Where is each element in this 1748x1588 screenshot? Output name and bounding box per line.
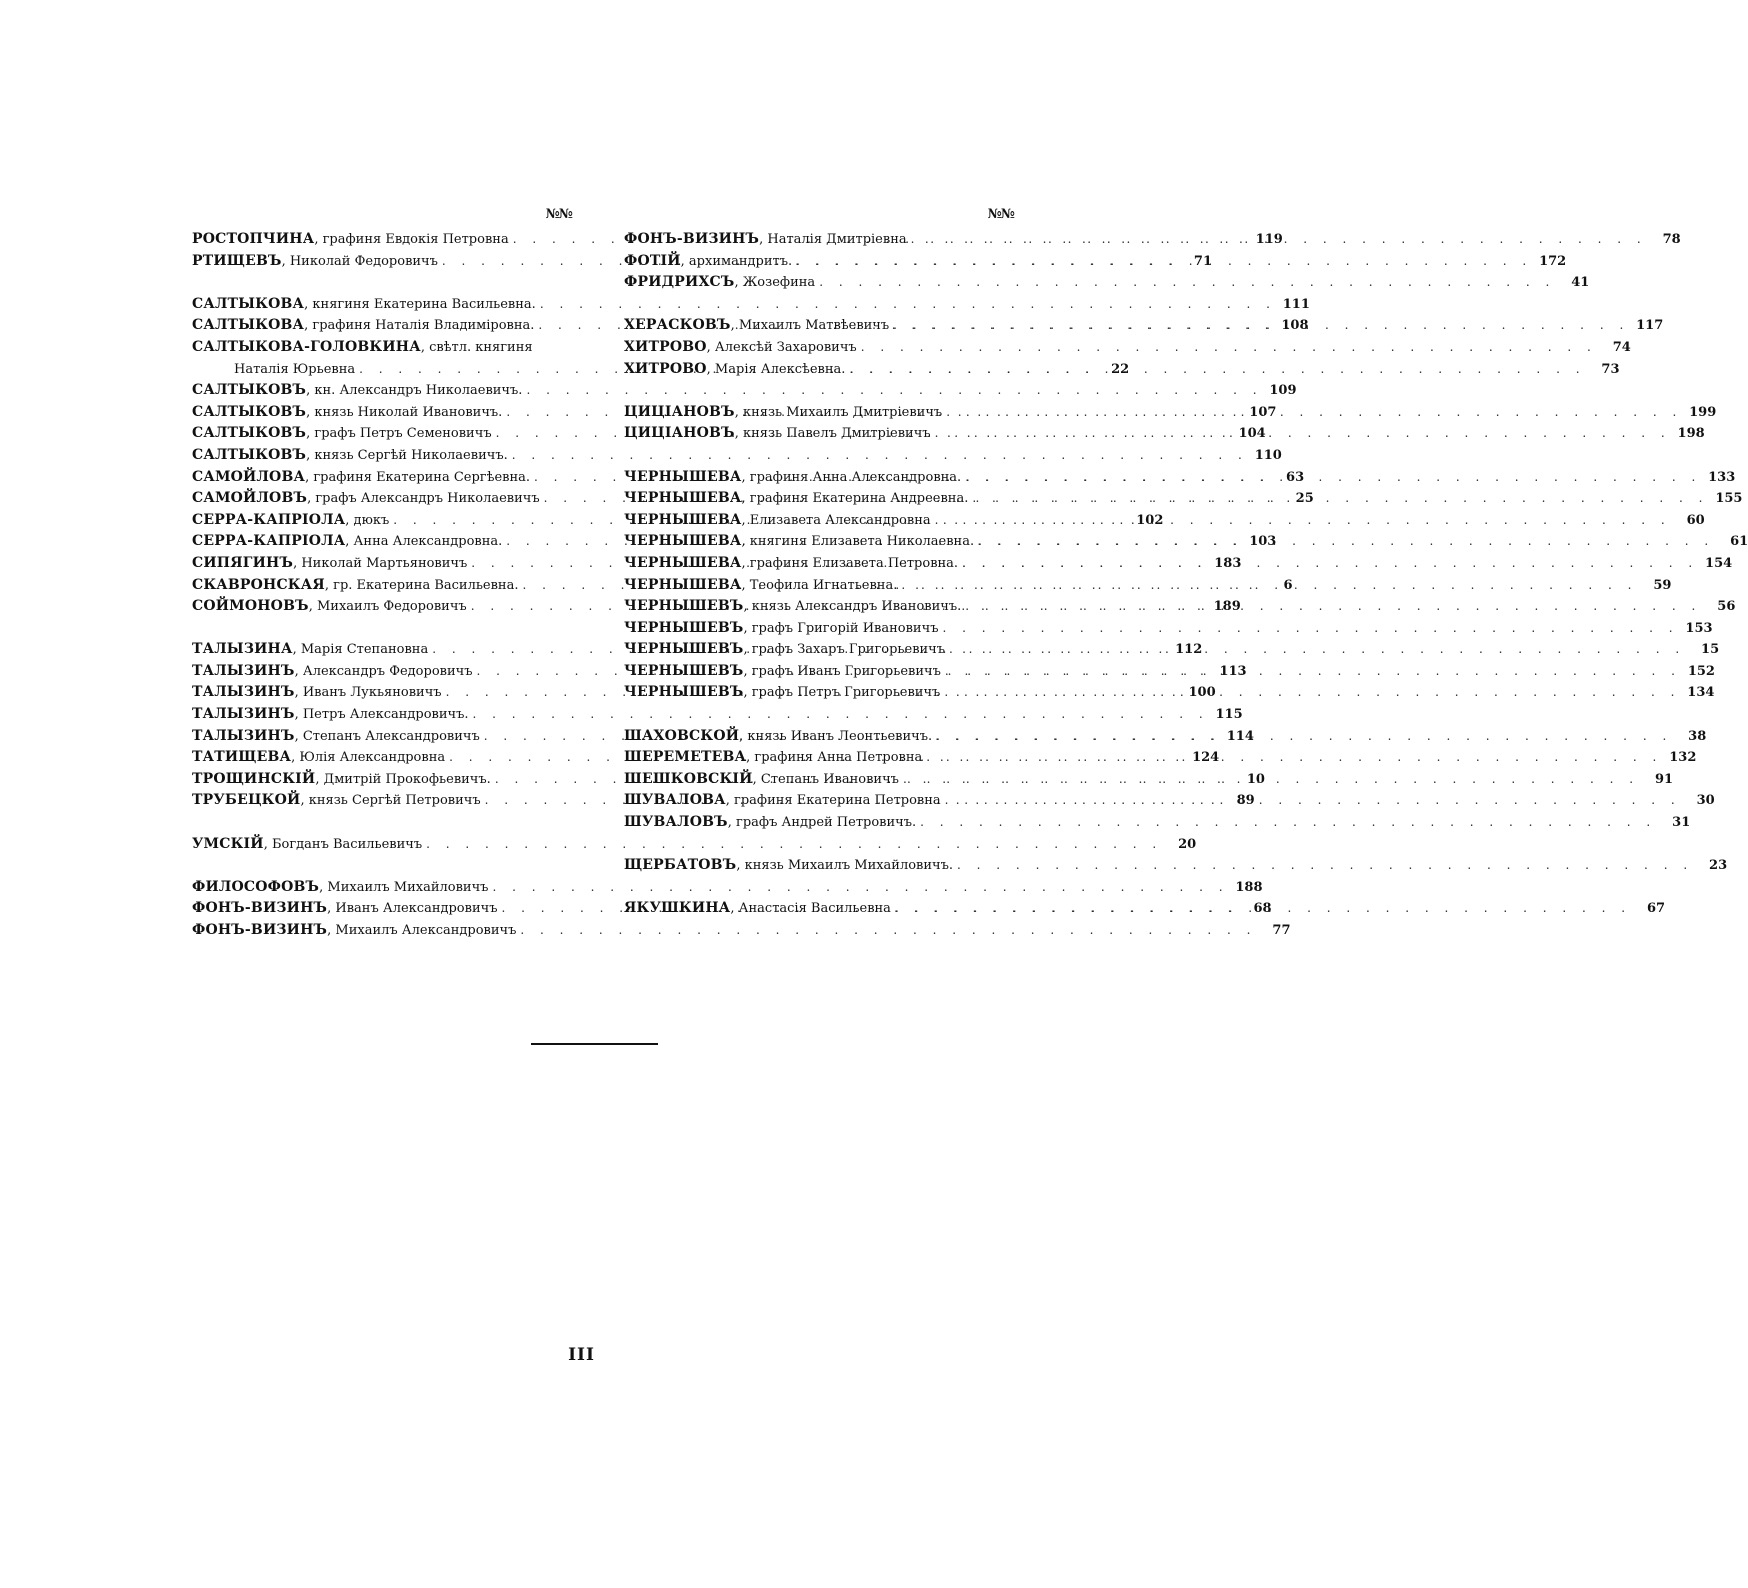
entry-description: , князь Николай Ивановичъ. bbox=[306, 404, 503, 420]
entry-name: САЛТЫКОВЪ bbox=[192, 403, 307, 420]
entry-number: 113 bbox=[1219, 663, 1247, 679]
entry-description: , князь Михаилъ Дмитріевичъ bbox=[734, 404, 943, 420]
entry-description: , князь Александръ Ивановичъ. bbox=[743, 599, 962, 615]
section-gap bbox=[624, 380, 1016, 402]
entry-name: РОСТОПЧИНА bbox=[192, 231, 315, 247]
entry-description: , Михаилъ Михайловичъ bbox=[319, 879, 489, 895]
entry-description: , графиня Евдокія Петровна bbox=[314, 232, 509, 247]
entry-number: 67 bbox=[1646, 901, 1666, 917]
entry-name: САЛТЫКОВЪ bbox=[192, 425, 307, 442]
entry-description: , Иванъ Александровичъ bbox=[327, 901, 498, 917]
entry-description: , графъ Григорій Ивановичъ bbox=[743, 620, 939, 636]
entry-number: 31 bbox=[1672, 815, 1691, 831]
entry-description: Наталія Юрьевна bbox=[234, 361, 356, 377]
entry-description: , графиня Анна Александровна. bbox=[741, 469, 962, 485]
entry-name: ФОНЪ-ВИЗИНЪ bbox=[624, 231, 760, 247]
entry-number: 198 bbox=[1677, 426, 1705, 442]
entry-name: САЛТЫКОВА-ГОЛОВКИНА bbox=[192, 338, 421, 355]
entry-description: , Анастасія Васильевна bbox=[730, 901, 891, 917]
entry-name: САЛТЫКОВЪ bbox=[192, 446, 307, 463]
entry-number: 63 bbox=[1286, 469, 1305, 485]
entry-description: , князь Михаилъ Михайловичъ. bbox=[736, 858, 954, 874]
entry-description: , графъ Иванъ Григорьевичъ bbox=[743, 663, 941, 679]
index-entry bbox=[624, 855, 1728, 877]
entry-number: 23 bbox=[1709, 858, 1728, 874]
entry-name: ТАЛЫЗИНЪ bbox=[192, 662, 295, 679]
entry-description: , князь Иванъ Леонтьевичъ. bbox=[739, 728, 933, 744]
leader-dots bbox=[974, 531, 1714, 553]
section-gap bbox=[624, 877, 1016, 899]
entry-description: , княгиня Елизавета Николаевна. bbox=[741, 534, 975, 550]
entry-number: 103 bbox=[1249, 534, 1277, 550]
index-entry bbox=[192, 294, 1310, 316]
entry-number: 132 bbox=[1669, 750, 1697, 766]
entry-name: ФОТІЙ bbox=[624, 252, 681, 269]
entry-name: САМОЙЛОВЪ bbox=[192, 490, 308, 507]
leader-dots bbox=[941, 790, 1681, 812]
entry-name: САЛТЫКОВА bbox=[192, 317, 305, 334]
leader-dots bbox=[958, 553, 1698, 575]
entry-name: ХИТРОВО bbox=[624, 360, 707, 377]
entry-name: ЩЕРБАТОВЪ bbox=[624, 857, 737, 874]
index-entry bbox=[192, 834, 1197, 856]
entry-description: , князь Сергѣй Николаевичъ. bbox=[306, 447, 508, 463]
entry-description: , Юлія Александровна bbox=[291, 750, 446, 766]
entry-name: ФОНЪ-ВИЗИНЪ bbox=[192, 922, 328, 938]
section-gap bbox=[192, 618, 582, 640]
entry-name: СКАВРОНСКАЯ bbox=[192, 576, 325, 593]
entry-number: 115 bbox=[1215, 707, 1243, 723]
number-header-left: №№ bbox=[545, 207, 572, 222]
section-gap bbox=[192, 855, 582, 877]
entry-name: ТАЛЫЗИНЪ bbox=[192, 684, 295, 701]
entry-description: , графиня Екатерина Андреевна. bbox=[741, 491, 969, 507]
entry-description: , Михаилъ Федоровичъ bbox=[308, 599, 467, 615]
leader-dots bbox=[899, 769, 1639, 791]
entry-name: ЦИЦІАНОВЪ bbox=[624, 425, 735, 442]
entry-name: ЧЕРНЫШЕВА bbox=[624, 576, 742, 593]
entry-name: ШЕРЕМЕТЕВА bbox=[624, 749, 747, 766]
leader-dots bbox=[961, 596, 1701, 618]
entry-name: РТИЩЕВЪ bbox=[192, 252, 282, 269]
entry-name: ЧЕРНЫШЕВА bbox=[624, 554, 742, 571]
entry-number: 110 bbox=[1254, 447, 1282, 463]
entry-number: 154 bbox=[1705, 555, 1733, 571]
entry-description: , графиня Наталія Владиміровна. bbox=[304, 318, 535, 334]
leader-dots bbox=[897, 575, 1637, 597]
entry-number: 61 bbox=[1730, 534, 1748, 550]
entry-number: 133 bbox=[1708, 469, 1736, 485]
entry-name: УМСКІЙ bbox=[192, 835, 264, 852]
entry-number: 119 bbox=[1255, 232, 1283, 247]
entry-name: ШАХОВСКОЙ bbox=[624, 727, 740, 744]
entry-number: 10 bbox=[1246, 771, 1265, 787]
entry-description: , князь Павелъ Дмитріевичъ bbox=[734, 426, 931, 442]
entry-number: 20 bbox=[1178, 836, 1197, 852]
entry-number: 25 bbox=[1295, 491, 1314, 507]
entry-number: 112 bbox=[1175, 642, 1203, 658]
entry-number: 60 bbox=[1686, 512, 1705, 528]
entry-description: , графъ Андрей Петровичъ. bbox=[727, 815, 917, 831]
entry-name: ШЕШКОВСКІЙ bbox=[624, 770, 753, 787]
leader-dots bbox=[945, 639, 1685, 661]
entry-name: ФОНЪ-ВИЗИНЪ bbox=[192, 900, 328, 917]
entry-name: ТРУБЕЦКОЙ bbox=[192, 792, 301, 809]
section-gap bbox=[624, 834, 1016, 856]
entry-description: , Александръ Федоровичъ bbox=[294, 663, 473, 679]
entry-description: , кн. Александръ Николаевичъ. bbox=[306, 383, 523, 399]
entry-description: , гр. Екатерина Васильевна. bbox=[324, 577, 519, 593]
entry-number: 189 bbox=[1213, 599, 1241, 615]
entry-description: , Елизавета Александровна bbox=[741, 512, 931, 528]
entry-number: 114 bbox=[1226, 728, 1254, 744]
entry-description: , графиня Екатерина Сергѣевна. bbox=[305, 469, 531, 485]
leader-dots bbox=[932, 726, 1672, 748]
entry-number: 30 bbox=[1696, 793, 1715, 809]
leader-dots bbox=[961, 467, 1701, 489]
entry-name: ЧЕРНЫШЕВЪ bbox=[624, 598, 744, 615]
entry-description: , графъ Петръ Григорьевичъ bbox=[743, 685, 941, 701]
entry-description: , графиня Анна Петровна bbox=[746, 750, 923, 766]
entry-description: , Николай Мартьяновичъ bbox=[293, 555, 468, 571]
entry-number: 152 bbox=[1687, 663, 1715, 679]
entry-number: 183 bbox=[1214, 555, 1242, 571]
leader-dots bbox=[815, 272, 1555, 294]
entry-name: ЧЕРНЫШЕВА bbox=[624, 490, 742, 507]
entry-name: ЧЕРНЫШЕВА bbox=[624, 468, 742, 485]
section-divider bbox=[531, 1043, 658, 1045]
entry-name: ТРОЩИНСКІЙ bbox=[192, 770, 316, 787]
entry-name: СОЙМОНОВЪ bbox=[192, 598, 309, 615]
entry-name: СЕРРА-КАПРІОЛА bbox=[192, 533, 346, 550]
page-number: III bbox=[568, 1345, 595, 1365]
index-entry bbox=[624, 618, 1713, 640]
entry-number: 199 bbox=[1689, 404, 1717, 420]
entry-number: 56 bbox=[1717, 599, 1736, 615]
entry-name: ТАТИЩЕВА bbox=[192, 749, 292, 766]
entry-description: , графиня Екатерина Петровна bbox=[725, 793, 941, 809]
entry-description: , графиня Елизавета Петровна. bbox=[741, 555, 959, 571]
entry-description: , Степанъ Ивановичъ bbox=[752, 771, 899, 787]
section-gap bbox=[192, 272, 582, 294]
index-entry bbox=[192, 877, 1263, 899]
entry-name: ЧЕРНЫШЕВА bbox=[624, 511, 742, 528]
entry-number: 22 bbox=[1111, 361, 1130, 377]
leader-dots bbox=[922, 747, 1662, 769]
entry-description: , Анна Александровна. bbox=[345, 534, 503, 550]
entry-number: 111 bbox=[1282, 296, 1310, 312]
section-gap bbox=[192, 812, 582, 834]
entry-number: 38 bbox=[1688, 728, 1707, 744]
entry-name: СЕРРА-КАПРІОЛА bbox=[192, 511, 346, 528]
entry-number: 153 bbox=[1685, 620, 1713, 636]
section-gap bbox=[624, 704, 1016, 726]
entry-number: 102 bbox=[1136, 512, 1164, 528]
entry-name: ЧЕРНЫШЕВЪ bbox=[624, 684, 744, 701]
index-entry bbox=[192, 380, 1297, 402]
entry-number: 108 bbox=[1281, 318, 1309, 334]
entry-number: 155 bbox=[1715, 491, 1743, 507]
entry-number: 104 bbox=[1238, 426, 1266, 442]
entry-number: 109 bbox=[1269, 383, 1297, 399]
entry-description: , Николай Федоровичъ bbox=[281, 253, 438, 269]
entry-number: 41 bbox=[1571, 275, 1590, 291]
entry-name: ЯКУШКИНА bbox=[624, 900, 731, 917]
leader-dots bbox=[845, 359, 1585, 381]
entry-description: , графъ Захаръ Григорьевичъ bbox=[743, 642, 946, 658]
leader-dots bbox=[516, 920, 1256, 942]
index-entry bbox=[624, 272, 1590, 294]
leader-dots bbox=[941, 661, 1681, 683]
index-entry bbox=[192, 445, 1282, 467]
entry-name: ТАЛЫЗИНЪ bbox=[192, 706, 295, 723]
leader-dots bbox=[857, 337, 1597, 359]
entry-number: 68 bbox=[1253, 901, 1272, 917]
entry-number: 124 bbox=[1192, 750, 1220, 766]
entry-description: , Богданъ Васильевичъ bbox=[263, 836, 423, 852]
leader-dots bbox=[940, 682, 1680, 704]
entry-name: САЛТЫКОВА bbox=[192, 295, 305, 312]
entry-description: , свѣтл. княгиня bbox=[420, 339, 533, 355]
entry-description: , княгиня Екатерина Васильевна. bbox=[304, 296, 536, 312]
entry-number: 89 bbox=[1236, 793, 1255, 809]
entry-number: 172 bbox=[1539, 253, 1567, 269]
entry-description: , Теофила Игнатьевна. bbox=[741, 577, 898, 593]
entry-description: , Наталія Дмитріевна bbox=[759, 232, 907, 247]
entry-description: , архимандритъ. bbox=[680, 253, 793, 269]
entry-number: 71 bbox=[1193, 253, 1213, 269]
entry-description: , Михаилъ Александровичъ bbox=[327, 923, 517, 938]
entry-number: 15 bbox=[1701, 642, 1720, 658]
leader-dots bbox=[931, 423, 1671, 445]
entry-description: , Михаилъ Матвѣевичъ bbox=[730, 318, 890, 334]
entry-name: СИПЯГИНЪ bbox=[192, 554, 294, 571]
index-entry bbox=[624, 812, 1691, 834]
entry-description: , Иванъ Лукьяновичъ bbox=[294, 685, 442, 701]
entry-number: 77 bbox=[1272, 923, 1291, 938]
entry-name: ФРИДРИХСЪ bbox=[624, 274, 735, 291]
entry-name: ТАЛЫЗИНА bbox=[192, 641, 293, 658]
entry-name: ЧЕРНЫШЕВЪ bbox=[624, 619, 744, 636]
entry-description: , Алексѣй Захаровичъ bbox=[706, 339, 857, 355]
entry-name: ЧЕРНЫШЕВЪ bbox=[624, 641, 744, 658]
entry-name: ЧЕРНЫШЕВЪ bbox=[624, 662, 744, 679]
entry-description: , князь Сергѣй Петровичъ bbox=[300, 793, 481, 809]
entry-description: , Жозефина bbox=[734, 275, 816, 291]
leader-dots bbox=[907, 229, 1647, 251]
leader-dots bbox=[889, 315, 1629, 337]
entry-number: 188 bbox=[1235, 879, 1263, 895]
index-entry bbox=[192, 920, 1291, 942]
entry-number: 100 bbox=[1188, 685, 1216, 701]
number-header-right: №№ bbox=[987, 207, 1014, 222]
entry-name: ХЕРАСКОВЪ bbox=[624, 317, 731, 334]
leader-dots bbox=[891, 898, 1631, 920]
leader-dots bbox=[968, 488, 1708, 510]
entry-name: ШУВАЛОВЪ bbox=[624, 814, 728, 831]
entry-number: 134 bbox=[1687, 685, 1715, 701]
leader-dots bbox=[938, 618, 1678, 640]
entry-name: САМОЙЛОВА bbox=[192, 468, 306, 485]
entry-name: ФИЛОСОФОВЪ bbox=[192, 878, 320, 895]
index-entry bbox=[192, 704, 1243, 726]
entry-name: ШУВАЛОВА bbox=[624, 792, 726, 809]
entry-name: ХИТРОВО bbox=[624, 338, 707, 355]
entry-description: , Марія Степановна bbox=[292, 642, 429, 658]
entry-description: , графъ Александръ Николаевичъ bbox=[307, 491, 540, 507]
leader-dots bbox=[792, 251, 1532, 273]
index-entry bbox=[192, 337, 582, 359]
entry-number: 6 bbox=[1283, 577, 1293, 593]
entry-number: 107 bbox=[1249, 404, 1277, 420]
entry-description: , Петръ Александровичъ. bbox=[294, 707, 469, 723]
leader-dots bbox=[916, 812, 1656, 834]
entry-name: ТАЛЫЗИНЪ bbox=[192, 727, 295, 744]
entry-name: ЦИЦІАНОВЪ bbox=[624, 403, 735, 420]
leader-dots bbox=[931, 510, 1671, 532]
entry-number: 59 bbox=[1653, 577, 1672, 593]
entry-name: ЧЕРНЫШЕВА bbox=[624, 533, 742, 550]
entry-description: , дюкъ bbox=[345, 512, 390, 528]
entry-description: , Дмитрій Прокофьевичъ. bbox=[315, 771, 491, 787]
entry-name: САЛТЫКОВЪ bbox=[192, 382, 307, 399]
index-entry bbox=[624, 575, 1672, 597]
section-gap bbox=[624, 445, 1016, 467]
leader-dots bbox=[942, 402, 1682, 424]
entry-description: , Степанъ Александровичъ bbox=[294, 728, 480, 744]
entry-number: 78 bbox=[1662, 232, 1681, 247]
section-gap bbox=[624, 294, 1016, 316]
leader-dots bbox=[953, 855, 1693, 877]
entry-number: 91 bbox=[1654, 771, 1674, 787]
entry-description: , Марія Алексѣевна. bbox=[706, 361, 846, 377]
entry-description: , графъ Петръ Семеновичъ bbox=[306, 426, 492, 442]
index-entry bbox=[624, 337, 1631, 359]
entry-number: 74 bbox=[1612, 339, 1631, 355]
entry-number: 73 bbox=[1601, 361, 1620, 377]
entry-number: 117 bbox=[1636, 318, 1664, 334]
